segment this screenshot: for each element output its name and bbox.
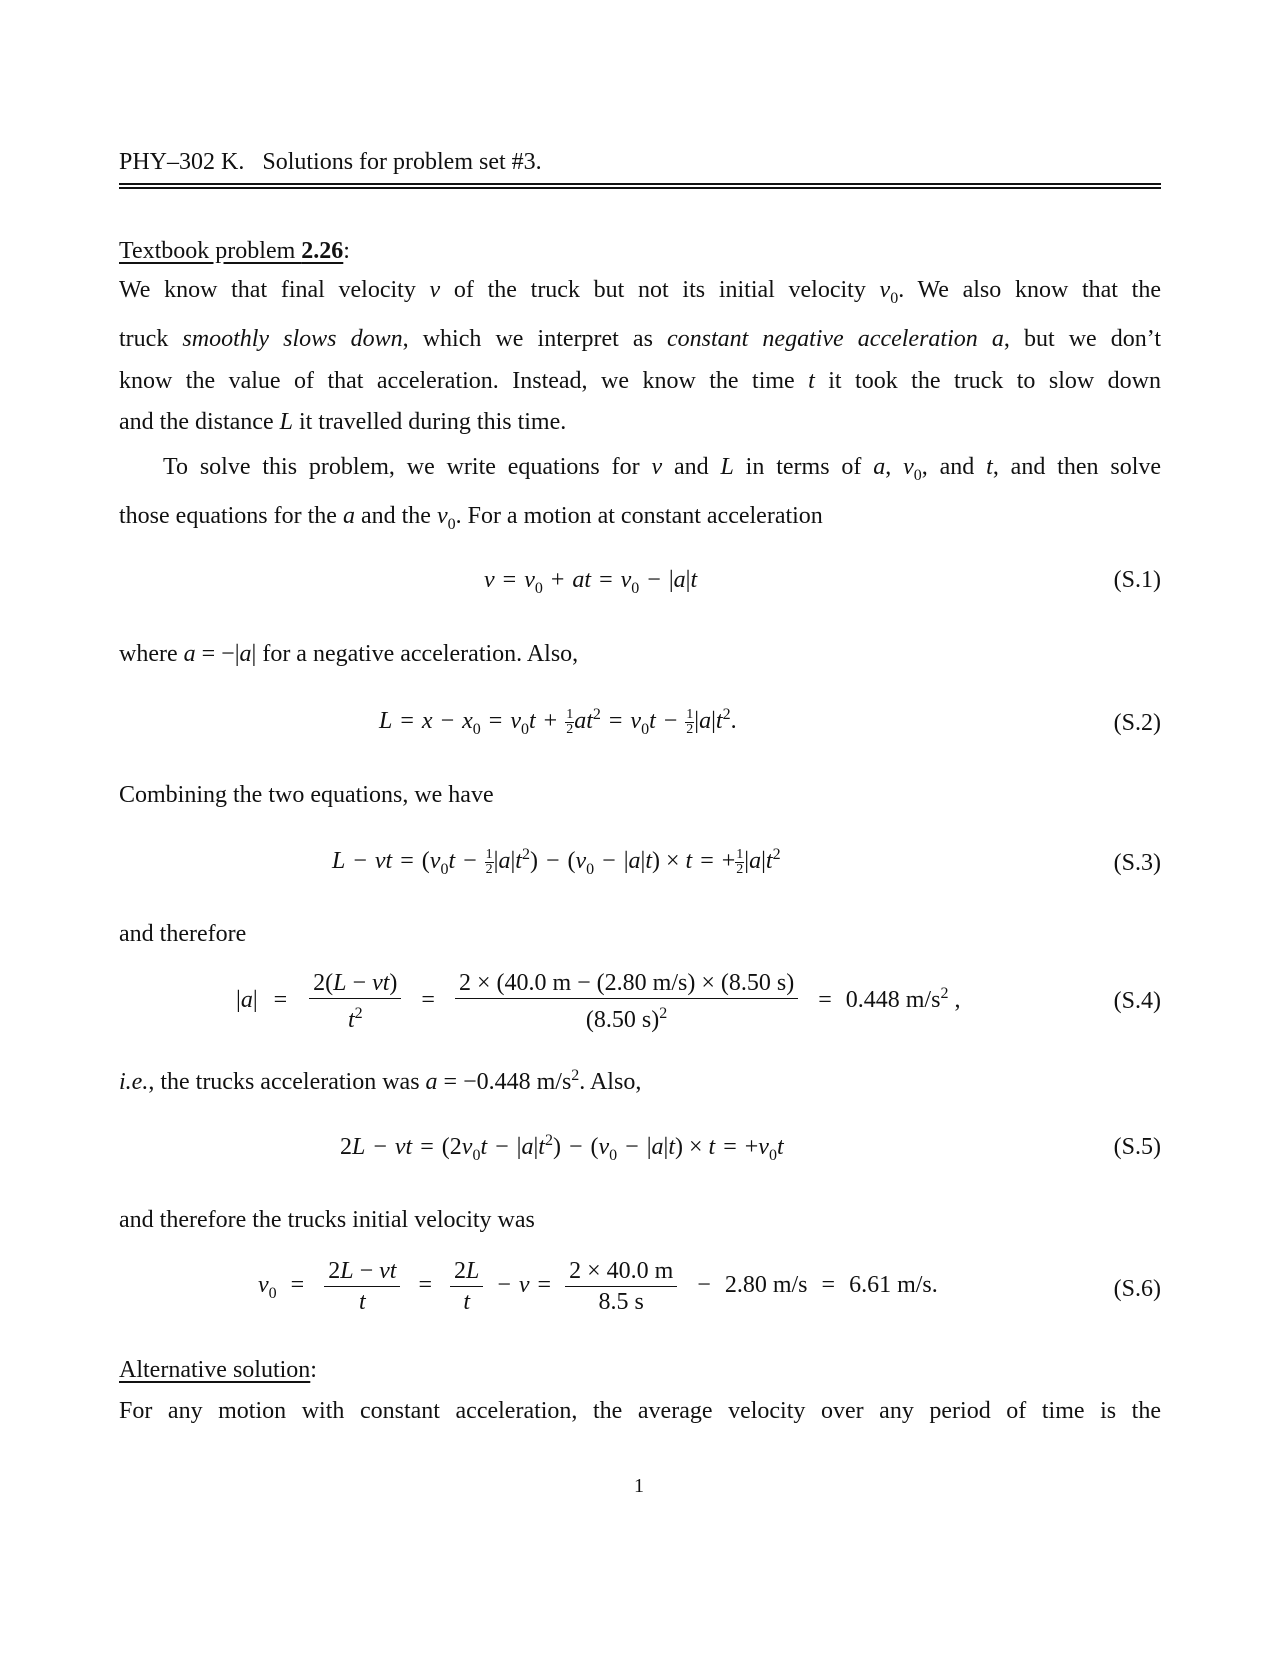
equation-s2: $L = x - x_0 = v_0t$ + $\frac{1}{2}$ $at^2 = v_0t$ − $\frac{1}{2}$ $|a|t^2$. [379, 706, 737, 738]
s4-frac-1: $\frac{2(L - vt)}{t^2}$ [309, 968, 401, 1035]
page-header [119, 148, 542, 176]
combining-line: Combining the two equations, we have [119, 782, 494, 808]
page-number: 1 [634, 1475, 644, 1497]
problem-heading-label: Textbook problem 2.26 [119, 238, 344, 264]
therefore-line-1: and therefore [119, 921, 247, 947]
equation-s4: |a| = $\frac{2(L - vt)}{t^2}$ = $\frac{2 \times (40.0 m - (2.80 m/s) \times (8.50 s)}{(8.50 s)^2}$ = 0.448 $m/s^2$ , [236, 970, 961, 1033]
equation-number-s1: (S.1) [1113, 567, 1161, 593]
s6-frac-3: $\frac{2 \times 40.0 m}{8.5 s}$ [565, 1256, 677, 1317]
paragraph-2 [119, 447, 1161, 546]
alternative-heading: Alternative solution: [119, 1357, 317, 1383]
alternative-line-1: For any motion with constant acceleration, the average velocity over any period of time is the [119, 1398, 1161, 1424]
equation-s1: $v = v_0$ + at = $v_0 - |a|t$ [484, 567, 698, 597]
equation-s6: $v_0$ = $\frac{2L - vt}{t}$ = $\frac{2L}{t}$ − v = $\frac{2 \times 40.0 m}{8.5 s}$ − 2.80 m/s = 6.61 m/s. [258, 1258, 938, 1315]
s6-frac-1: $\frac{2L - vt}{t}$ [324, 1256, 400, 1317]
problem-heading: Textbook problem 2.26: [119, 238, 350, 264]
equation-s5: 2L − vt = $(2v_0t - |a|t^2) - (v_0 - |a|t) \times t = +v_0t$ [340, 1132, 784, 1164]
paragraph-1-line-2: truck smoothly slows down, which we interpret as constant negative acceleration a, but we don’t [119, 326, 1162, 353]
paragraph-2-line-1: To solve this problem, we write equations for v and L in terms of a, $v_0$, and t, and then solve [163, 454, 1162, 484]
paragraph-1-line-4: and the distance L it travelled during this time. [119, 409, 567, 436]
header-rule-top [119, 183, 1161, 185]
paragraph-1-line-3: know the value of that acceleration. Instead, we know the time t it took the truck to slow down [119, 367, 1161, 394]
equation-number-s5: (S.5) [1113, 1134, 1161, 1160]
paragraph-1-line-1: We know that final velocity v of the truck but not its initial velocity $v_0$. We also know that the [119, 277, 1162, 307]
header-title: Solutions for problem set #3. [262, 149, 542, 175]
s6-frac-2: $\frac{2L}{t}$ [450, 1256, 483, 1317]
where-line: where a = −|a| for a negative acceleration. Also, [119, 641, 579, 667]
s4-frac-2: $\frac{2 \times (40.0 m - (2.80 m/s) \times (8.50 s)}{(8.50 s)^2}$ [455, 968, 798, 1035]
paragraph-2-line-2: those equations for the a and the $v_0$. For a motion at constant acceleration [119, 503, 823, 534]
equation-s3: L − vt = ($v_0t$ − $\frac{1}{2}$ $|a|t^2) - (v_0 - |a|t) \times t$ = + $\frac{1}{2}$ $|a|t^2$ [332, 846, 781, 878]
equation-number-s2: (S.2) [1113, 710, 1161, 736]
equation-number-s3: (S.3) [1113, 850, 1161, 876]
ie-line: i.e., the trucks acceleration was a = −0.448 $m/s^2$. Also, [119, 1067, 642, 1095]
therefore-line-2: and therefore the trucks initial velocity was [119, 1207, 535, 1233]
equation-number-s4: (S.4) [1113, 988, 1161, 1014]
header-rule-bottom [119, 187, 1161, 189]
equation-number-s6: (S.6) [1113, 1276, 1161, 1302]
course-code: PHY–302 K. [119, 149, 245, 175]
paragraph-1 [119, 270, 1161, 444]
